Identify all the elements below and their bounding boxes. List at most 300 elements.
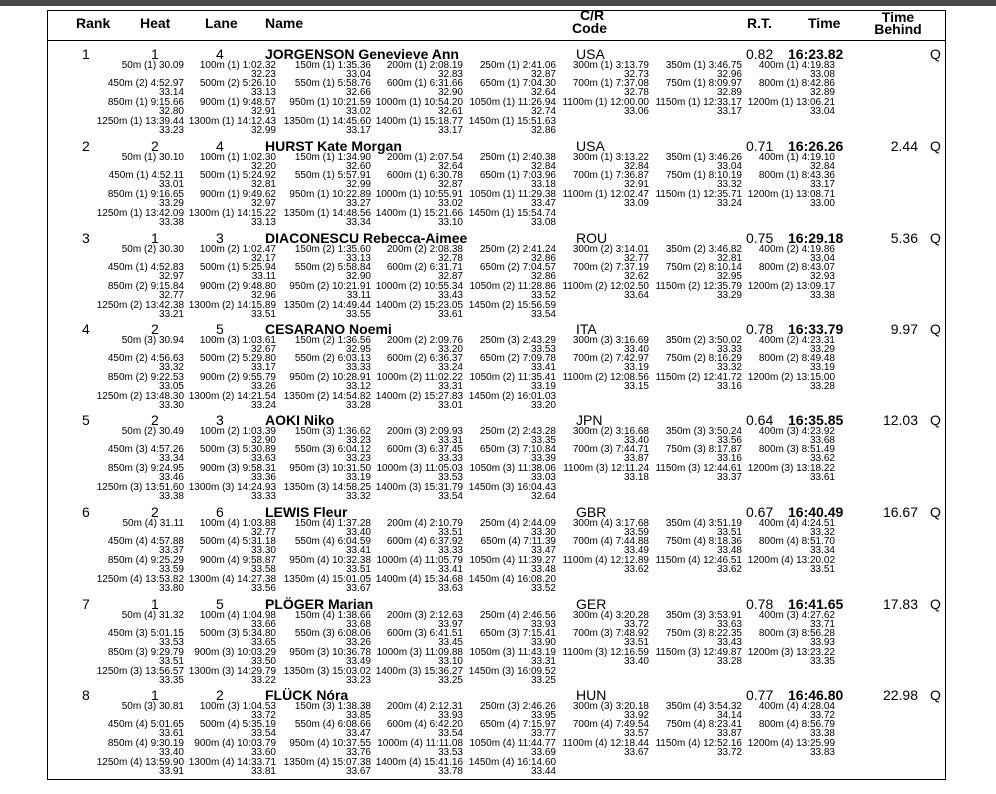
split-lap: 33.76: [345, 747, 371, 758]
split-time: 800m (4) 8:56.79: [758, 719, 835, 730]
split-time: 1300m (2) 14:21.54: [188, 391, 276, 402]
header-code: [572, 9, 612, 35]
split-time: 1000m (2) 11:02.22: [376, 372, 463, 383]
split-time: 700m (1) 7:37.08: [572, 78, 649, 89]
split-lap: 33.35: [809, 656, 835, 667]
split-lap: 33.51: [716, 527, 742, 538]
lane-cell: 3: [216, 412, 224, 428]
split-cell: [184, 282, 276, 300]
split-cell: [557, 245, 649, 263]
split-time: 250m (4) 2:46.56: [479, 610, 556, 621]
split-time: 750m (2) 8:10.14: [665, 262, 742, 273]
heat-cell: 1: [151, 687, 159, 703]
split-lap: 33.18: [623, 472, 649, 483]
split-cell: [650, 427, 742, 445]
split-time: 800m (2) 8:49.48: [758, 353, 835, 364]
split-lap: 33.13: [250, 87, 276, 98]
split-time: 200m (2) 2:08.38: [386, 244, 463, 255]
split-lap: 33.23: [158, 125, 184, 136]
split-cell: [371, 282, 463, 300]
split-lap: 33.95: [530, 710, 556, 721]
split-lap: 33.38: [809, 728, 835, 739]
split-cell: [464, 667, 556, 685]
split-cell: [464, 61, 556, 79]
split-time: 650m (2) 7:04.57: [479, 262, 556, 273]
split-line: [0, 336, 996, 354]
split-cell: [371, 153, 463, 171]
split-lap: 32.23: [250, 69, 276, 80]
split-cell: [371, 720, 463, 738]
split-lap: 33.43: [716, 637, 742, 648]
split-lap: 33.85: [345, 710, 371, 721]
split-lap: 33.16: [716, 453, 742, 464]
split-cell: [464, 739, 556, 757]
split-time: 1250m (4) 13:53.82: [96, 574, 184, 585]
split-lap: 32.66: [345, 87, 371, 98]
split-lap: 33.56: [716, 435, 742, 446]
split-lap: 32.86: [530, 271, 556, 282]
split-lap: 33.14: [158, 87, 184, 98]
split-cell: [371, 79, 463, 97]
split-time: 500m (2) 5:29.80: [199, 353, 276, 364]
split-time: 950m (4) 10:32.38: [289, 555, 371, 566]
split-lap: 32.77: [158, 290, 184, 301]
split-time: 1200m (3) 13:23.22: [747, 647, 835, 658]
split-time: 350m (2) 3:50.02: [665, 335, 742, 346]
split-lap: 33.93: [530, 619, 556, 630]
split-line: [0, 373, 996, 391]
split-lap: 33.54: [437, 728, 463, 739]
split-cell: [464, 336, 556, 354]
split-cell: [464, 171, 556, 189]
split-time: 650m (4) 7:11.39: [480, 536, 556, 547]
split-cell: [279, 519, 371, 537]
split-lap: 33.46: [158, 472, 184, 483]
split-cell: [279, 153, 371, 171]
split-cell: [279, 282, 371, 300]
split-cell: [371, 190, 463, 208]
split-cell: [371, 301, 463, 319]
split-lap: 32.78: [623, 87, 649, 98]
split-lap: 33.91: [158, 766, 184, 777]
split-line: [0, 556, 996, 574]
split-time: 800m (2) 8:43.07: [758, 262, 835, 273]
split-line: [0, 209, 996, 227]
time-behind: 9.97: [890, 321, 918, 337]
split-lap: 33.87: [716, 728, 742, 739]
lane-cell: 2: [216, 687, 224, 703]
split-lap: 34.14: [716, 710, 742, 721]
split-lap: 32.93: [809, 271, 835, 282]
split-cell: [92, 519, 184, 537]
split-time: 800m (3) 8:56.28: [758, 628, 835, 639]
split-lap: 33.11: [251, 271, 276, 282]
split-cell: [92, 556, 184, 574]
split-lap: 33.35: [158, 675, 184, 686]
athlete-name: AOKI Niko: [265, 412, 335, 428]
split-lap: 32.62: [623, 271, 649, 282]
split-time: 1200m (1) 13:08.71: [747, 189, 835, 200]
split-time: 400m (2) 4:23.31: [758, 335, 835, 346]
split-lap: 33.23: [345, 453, 371, 464]
header-rt: R.T.: [747, 15, 772, 31]
split-cell: [92, 702, 184, 720]
split-cell: [279, 629, 371, 647]
split-time: 950m (2) 10:28.91: [289, 372, 371, 383]
split-lap: 33.24: [716, 198, 742, 209]
split-time: 950m (1) 10:22.89: [289, 189, 371, 200]
split-cell: [184, 336, 276, 354]
split-lap: 33.63: [250, 453, 276, 464]
split-lap: 33.04: [345, 69, 371, 80]
split-lap: 33.15: [623, 381, 649, 392]
split-lap: 33.48: [716, 545, 742, 556]
split-line: [0, 282, 996, 300]
split-lap: 33.47: [530, 198, 556, 209]
split-lap: 33.40: [345, 527, 371, 538]
split-lap: 33.24: [437, 362, 463, 373]
split-time: 1200m (4) 13:20.02: [747, 555, 835, 566]
split-cell: [371, 171, 463, 189]
split-cell: [464, 537, 556, 555]
split-line: [0, 758, 996, 776]
split-time: 1000m (4) 11:05.79: [376, 555, 463, 566]
split-time: 500m (2) 5:26.10: [199, 78, 276, 89]
split-time: 1150m (3) 12:44.61: [655, 463, 742, 474]
split-time: 1100m (3) 12:11.24: [563, 463, 649, 474]
split-lap: 33.93: [437, 710, 463, 721]
final-time: 16:29.18: [788, 230, 844, 246]
split-cell: [464, 758, 556, 776]
rank-cell: 1: [82, 46, 90, 62]
lane-cell: 3: [216, 230, 224, 246]
split-cell: [279, 79, 371, 97]
split-time: 1250m (3) 13:51.60: [96, 482, 184, 493]
split-time: 50m (2) 30.30: [121, 244, 184, 255]
reaction-time: 0.78: [746, 321, 774, 337]
split-lap: 33.49: [345, 656, 371, 667]
split-cell: [743, 629, 835, 647]
split-time: 1400m (1) 15:21.66: [375, 208, 463, 219]
split-cell: [557, 611, 649, 629]
split-time: 900m (1) 9:48.57: [199, 97, 276, 108]
split-time: 200m (4) 2:10.79: [386, 518, 463, 529]
split-cell: [557, 464, 649, 482]
split-cell: [184, 629, 276, 647]
split-time: 250m (2) 2:41.24: [479, 244, 556, 255]
split-cell: [650, 245, 742, 263]
split-lap: 33.18: [530, 179, 556, 190]
split-time: 950m (1) 10:21.59: [289, 97, 371, 108]
split-time: 100m (3) 1:04.53: [199, 701, 276, 712]
split-cell: [464, 392, 556, 410]
split-time: 900m (2) 9:48.80: [199, 281, 276, 292]
split-cell: [464, 702, 556, 720]
rank-cell: 8: [82, 687, 90, 703]
heat-cell: 1: [151, 46, 159, 62]
split-lap: 33.40: [158, 747, 184, 758]
split-lap: 32.87: [437, 271, 463, 282]
split-line: [0, 153, 996, 171]
qualification-mark: Q: [930, 687, 941, 703]
split-lap: 33.87: [623, 453, 649, 464]
split-time: 650m (1) 7:03.96: [479, 170, 556, 181]
split-cell: [279, 245, 371, 263]
split-time: 1200m (1) 13:06.21: [747, 97, 835, 108]
split-lap: 33.09: [623, 198, 649, 209]
split-cell: [279, 611, 371, 629]
header-time-behind-line2: Behind: [874, 21, 922, 37]
split-lap: 33.27: [345, 198, 371, 209]
split-time: 750m (2) 8:16.29: [665, 353, 742, 364]
split-lap: 32.96: [716, 69, 742, 80]
split-lap: 33.72: [623, 619, 649, 630]
header-rank: Rank: [76, 15, 111, 31]
split-lap: 32.73: [623, 69, 649, 80]
athlete-row: [0, 597, 996, 685]
split-cell: [743, 336, 835, 354]
country-code: JPN: [576, 412, 603, 428]
split-cell: [92, 301, 184, 319]
split-cell: [743, 373, 835, 391]
split-time: 150m (4) 1:37.28: [294, 518, 371, 529]
split-lap: 32.64: [530, 491, 556, 502]
split-time: 350m (2) 3:46.82: [665, 244, 742, 255]
split-lap: 33.53: [158, 637, 184, 648]
split-time: 800m (4) 8:51.70: [758, 536, 835, 547]
split-time: 550m (4) 6:08.66: [294, 719, 371, 730]
split-cell: [650, 61, 742, 79]
split-time: 450m (1) 4:52.83: [107, 262, 184, 273]
time-behind: 17.83: [882, 596, 918, 612]
split-time: 950m (3) 10:36.78: [289, 647, 371, 658]
split-lap: 33.37: [716, 472, 742, 483]
split-cell: [650, 190, 742, 208]
split-time: 300m (4) 3:20.28: [572, 610, 649, 621]
split-cell: [279, 575, 371, 593]
split-lap: 33.01: [437, 400, 463, 411]
split-cell: [557, 79, 649, 97]
split-lap: 33.67: [623, 747, 649, 758]
athlete-name: PLÖGER Marian: [265, 596, 374, 612]
split-time: 400m (4) 4:24.51: [758, 518, 835, 529]
split-time: 600m (3) 6:37.45: [386, 444, 463, 455]
split-time: 850m (3) 9:29.79: [107, 647, 184, 658]
split-cell: [279, 427, 371, 445]
time-behind: 22.98: [882, 687, 918, 703]
split-time: 500m (3) 5:34.80: [199, 628, 276, 639]
split-cell: [371, 61, 463, 79]
split-lap: 33.19: [345, 472, 371, 483]
split-time: 1150m (3) 12:49.87: [655, 647, 742, 658]
split-cell: [184, 117, 276, 135]
split-time: 1100m (2) 12:02.50: [562, 281, 649, 292]
split-time: 1100m (1) 12:02.47: [562, 189, 649, 200]
split-cell: [184, 61, 276, 79]
split-lap: 33.49: [623, 545, 649, 556]
split-lap: 33.34: [345, 217, 371, 228]
split-time: 1400m (1) 15:18.77: [375, 116, 463, 127]
split-lap: 33.06: [623, 106, 649, 117]
split-time: 1350m (3) 14:58.25: [283, 482, 371, 493]
split-cell: [743, 245, 835, 263]
split-time: 600m (1) 6:31.66: [386, 78, 463, 89]
split-lap: 33.13: [345, 253, 371, 264]
split-cell: [650, 263, 742, 281]
split-lap: 33.32: [716, 179, 742, 190]
final-time: 16:33.79: [788, 321, 844, 337]
split-cell: [184, 720, 276, 738]
split-time: 500m (1) 5:24.92: [199, 170, 276, 181]
split-time: 1350m (4) 15:07.38: [283, 757, 371, 768]
split-time: 1050m (2) 11:35.41: [469, 372, 556, 383]
split-cell: [743, 739, 835, 757]
final-time: 16:46.80: [788, 687, 844, 703]
split-time: 300m (4) 3:17.68: [572, 518, 649, 529]
split-cell: [279, 648, 371, 666]
split-cell: [184, 648, 276, 666]
split-cell: [557, 61, 649, 79]
split-lap: 33.53: [437, 747, 463, 758]
split-cell: [92, 263, 184, 281]
split-time: 300m (2) 3:14.01: [572, 244, 649, 255]
split-cell: [464, 483, 556, 501]
split-time: 100m (1) 1:02.32: [199, 60, 276, 71]
split-times: [0, 702, 996, 776]
country-code: ITA: [576, 321, 597, 337]
split-cell: [184, 354, 276, 372]
split-cell: [184, 263, 276, 281]
split-time: 350m (1) 3:46.26: [665, 152, 742, 163]
split-cell: [92, 667, 184, 685]
split-lap: 33.17: [250, 362, 276, 373]
split-cell: [279, 537, 371, 555]
split-time: 1350m (4) 15:01.05: [283, 574, 371, 585]
heat-cell: 1: [151, 230, 159, 246]
split-time: 1150m (2) 12:41.72: [655, 372, 742, 383]
split-time: 250m (3) 2:43.29: [479, 335, 556, 346]
reaction-time: 0.71: [746, 138, 774, 154]
split-time: 850m (3) 9:24.95: [107, 463, 184, 474]
split-lap: 32.89: [716, 87, 742, 98]
split-cell: [184, 702, 276, 720]
split-lap: 33.68: [345, 619, 371, 630]
split-cell: [650, 464, 742, 482]
split-cell: [184, 209, 276, 227]
split-lap: 33.51: [623, 637, 649, 648]
split-cell: [650, 537, 742, 555]
split-cell: [464, 263, 556, 281]
header-divider: [47, 40, 946, 41]
split-time: 850m (4) 9:25.29: [107, 555, 184, 566]
lane-cell: 5: [216, 321, 224, 337]
athlete-name: DIACONESCU Rebecca-Aimee: [265, 230, 468, 246]
split-line: [0, 301, 996, 319]
split-cell: [464, 245, 556, 263]
split-time: 450m (2) 4:52.97: [107, 78, 184, 89]
split-lap: 32.84: [809, 161, 835, 172]
split-cell: [92, 629, 184, 647]
split-cell: [650, 336, 742, 354]
split-cell: [650, 354, 742, 372]
split-time: 450m (3) 5:01.15: [107, 628, 184, 639]
split-lap: 32.87: [437, 179, 463, 190]
split-time: 250m (1) 2:41.06: [479, 60, 556, 71]
rank-cell: 7: [82, 596, 90, 612]
split-time: 400m (1) 4:19.83: [758, 60, 835, 71]
split-lap: 33.31: [437, 435, 463, 446]
split-lap: 32.84: [530, 161, 556, 172]
split-cell: [92, 739, 184, 757]
split-time: 50m (1) 30.09: [121, 60, 184, 71]
split-cell: [371, 354, 463, 372]
split-cell: [92, 354, 184, 372]
split-cell: [92, 190, 184, 208]
split-cell: [371, 392, 463, 410]
split-time: 900m (4) 10:03.79: [194, 738, 276, 749]
split-lap: 33.52: [530, 583, 556, 594]
split-time: 1300m (1) 14:15.22: [188, 208, 276, 219]
split-cell: [557, 648, 649, 666]
split-lap: 33.51: [158, 656, 184, 667]
split-time: 50m (3) 30.94: [121, 335, 184, 346]
split-time: 1250m (1) 13:39.44: [96, 116, 184, 127]
split-lap: 33.19: [809, 362, 835, 373]
split-time: 1100m (4) 12:18.44: [562, 738, 649, 749]
split-time: 1450m (2) 15:56.59: [468, 300, 556, 311]
split-time: 550m (2) 5:58.84: [294, 262, 371, 273]
split-time: 600m (4) 6:42.20: [386, 719, 463, 730]
split-lap: 33.80: [158, 583, 184, 594]
split-cell: [279, 556, 371, 574]
heat-cell: 2: [151, 504, 159, 520]
heat-cell: 1: [151, 596, 159, 612]
split-time: 900m (1) 9:49.62: [199, 189, 276, 200]
split-time: 1050m (1) 11:29.38: [469, 189, 556, 200]
split-line: [0, 519, 996, 537]
country-code: GBR: [576, 504, 607, 520]
split-line: [0, 61, 996, 79]
split-cell: [464, 98, 556, 116]
split-line: [0, 648, 996, 666]
split-cell: [371, 483, 463, 501]
split-lap: 33.38: [158, 217, 184, 228]
split-lap: 33.44: [530, 766, 556, 777]
split-cell: [371, 464, 463, 482]
split-lap: 33.69: [530, 747, 556, 758]
split-time: 250m (2) 2:43.28: [479, 426, 556, 437]
split-cell: [464, 445, 556, 463]
split-cell: [92, 153, 184, 171]
heat-cell: 2: [151, 412, 159, 428]
split-time: 300m (2) 3:16.68: [572, 426, 649, 437]
split-time: 150m (2) 1:35.60: [294, 244, 371, 255]
split-lap: 33.37: [158, 545, 184, 556]
split-lap: 33.28: [809, 381, 835, 392]
split-lap: 33.61: [158, 728, 184, 739]
split-lap: 33.34: [158, 453, 184, 464]
split-lap: 33.17: [809, 179, 835, 190]
split-time: 950m (2) 10:21.91: [289, 281, 371, 292]
split-time: 750m (4) 8:23.41: [665, 719, 742, 730]
split-line: [0, 575, 996, 593]
split-time: 1400m (2) 15:23.05: [375, 300, 463, 311]
split-cell: [371, 445, 463, 463]
split-time: 1000m (4) 11:11.08: [377, 738, 463, 749]
split-time: 1150m (2) 12:35.79: [655, 281, 742, 292]
split-cell: [279, 190, 371, 208]
split-time: 1450m (3) 16:04.43: [468, 482, 556, 493]
